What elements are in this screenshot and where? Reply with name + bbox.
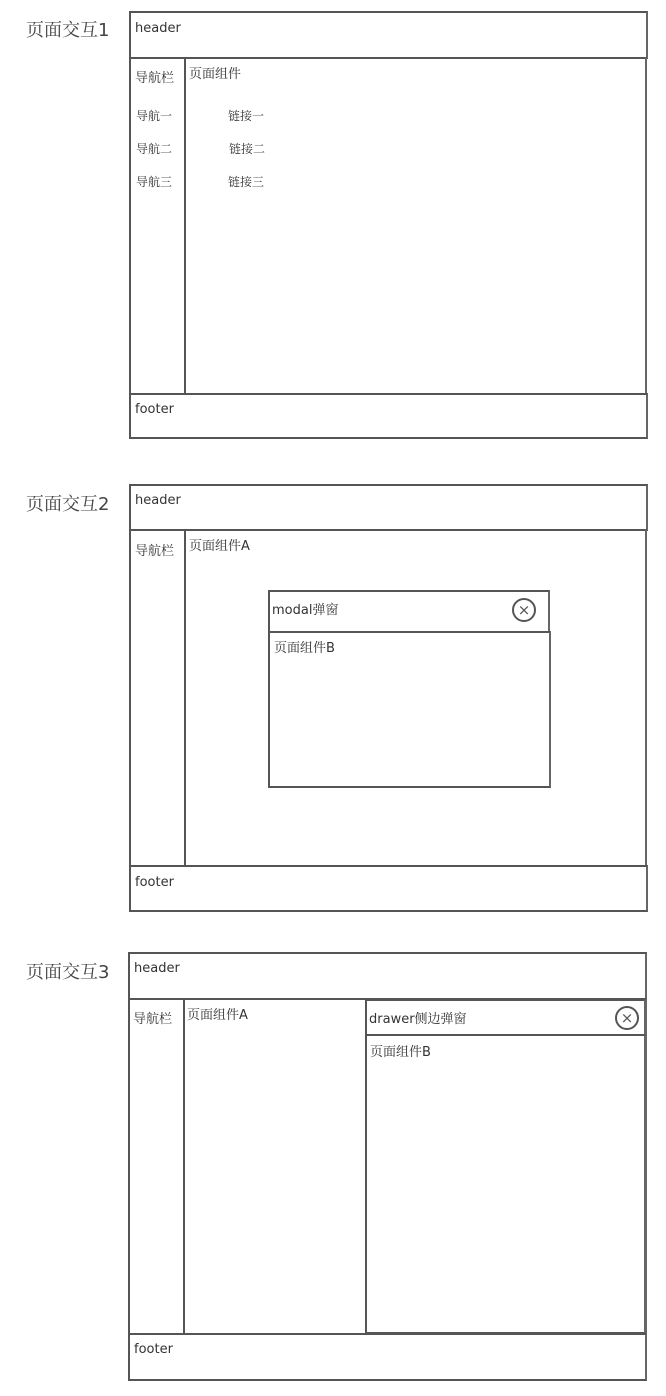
section3-content-label: 页面组件A [187, 1008, 248, 1023]
section1-header-label: header [135, 21, 181, 36]
drawer-header [365, 999, 646, 1036]
section3-footer [128, 1333, 647, 1381]
section1-footer-label: footer [135, 402, 174, 417]
section1-sidebar [129, 57, 186, 395]
close-icon[interactable]: × [512, 598, 536, 622]
section2-footer-label: footer [135, 875, 174, 890]
modal-body [268, 631, 551, 788]
section3-header [128, 952, 647, 1000]
drawer-content-label: 页面组件B [370, 1045, 431, 1060]
section3-title: 页面交互3 [26, 962, 110, 983]
section2-sidebar [129, 529, 186, 867]
modal-content-label: 页面组件B [274, 641, 335, 656]
section1-nav-item-2[interactable]: 导航二 [136, 142, 173, 156]
section1-link-2[interactable]: 链接二 [229, 142, 266, 156]
modal-title: modal弹窗 [272, 603, 339, 618]
section1-nav-item-1[interactable]: 导航一 [136, 109, 173, 123]
section2-title: 页面交互2 [26, 494, 110, 515]
section1-sidebar-label: 导航栏 [135, 71, 175, 86]
section1-nav-item-3[interactable]: 导航三 [136, 175, 173, 189]
section2-content-label: 页面组件A [189, 539, 250, 554]
section1-link-3[interactable]: 链接三 [228, 175, 265, 189]
section1-title: 页面交互1 [26, 20, 110, 41]
section3-sidebar [128, 998, 185, 1336]
section1-link-1[interactable]: 链接一 [228, 109, 265, 123]
close-icon[interactable]: × [615, 1006, 639, 1030]
section2-header [129, 484, 648, 531]
section2-footer [129, 865, 648, 912]
section1-content-label: 页面组件 [189, 67, 242, 82]
section3-header-label: header [134, 961, 180, 976]
modal-header [268, 590, 550, 633]
section2-sidebar-label: 导航栏 [135, 544, 175, 559]
section1-header [129, 11, 648, 59]
section1-footer [129, 393, 648, 439]
drawer-body [365, 1034, 646, 1334]
section3-sidebar-label: 导航栏 [133, 1012, 173, 1027]
section3-footer-label: footer [134, 1342, 173, 1357]
drawer-title: drawer侧边弹窗 [369, 1012, 467, 1027]
section1-content [184, 57, 647, 395]
section2-header-label: header [135, 493, 181, 508]
